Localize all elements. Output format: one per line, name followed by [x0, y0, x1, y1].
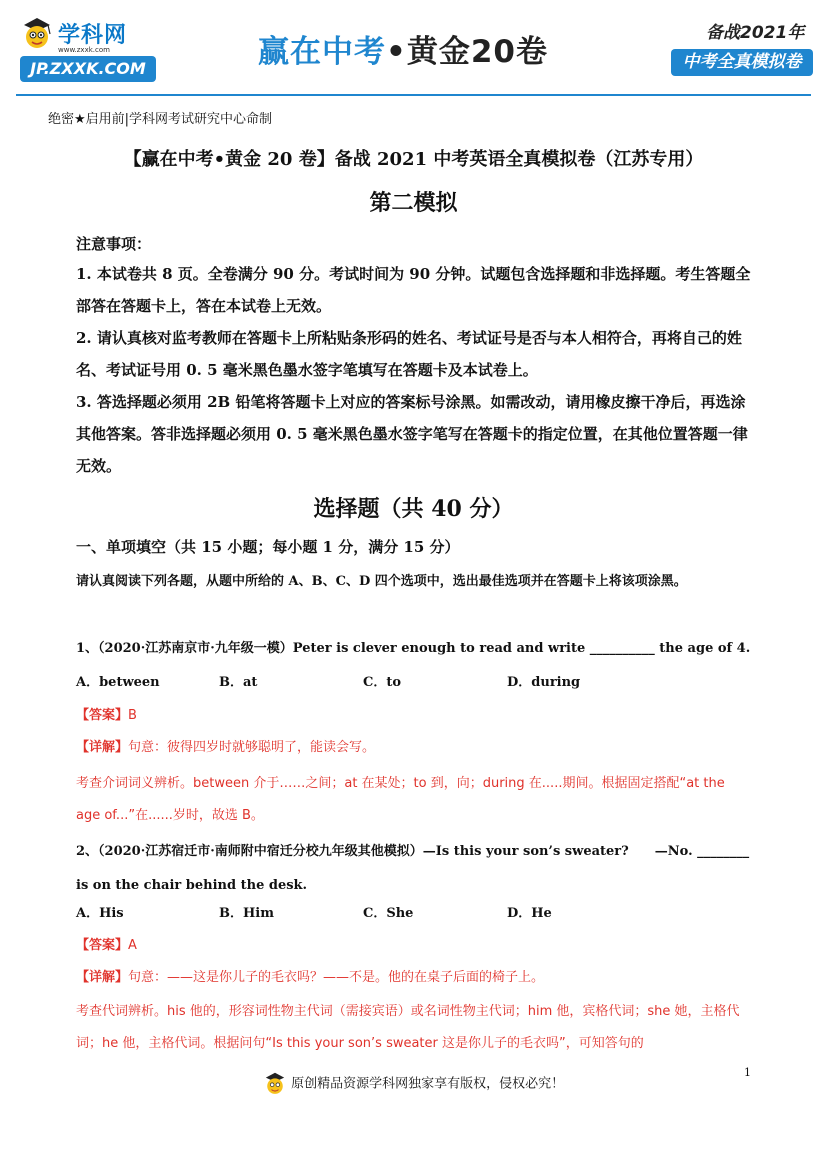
secret-note: 绝密★启用前|学科网考试研究中心命制: [48, 112, 273, 127]
instruction: 请认真阅读下列各题，从题中所给的 A、B、C、D 四个选项中，选出最佳选项并在答题卡上将该项涂黑。: [76, 574, 687, 589]
header-divider: [16, 94, 811, 96]
option-c: C．She: [363, 906, 414, 921]
notice-heading: 注意事项：: [76, 235, 152, 253]
exam-type-badge: 中考全真模拟卷: [671, 49, 813, 76]
notice-item: 3. 答选择题必须用 2B 铅笔将答题卡上对应的答案标号涂黑。如需改动，请用橡皮擦干净后，再选涂其他答案。答非选择题必须用 0. 5 毫米黑色墨水签字笔写在答题卡的指定位置，在其他位置答题一律无效。: [76, 393, 748, 475]
option-b: B．at: [219, 675, 258, 690]
notice-list: [76, 258, 756, 482]
mascot-icon: [263, 1071, 287, 1097]
footer: [0, 1071, 827, 1097]
brand-part1: 赢在中考: [258, 34, 386, 70]
brand-title: [258, 26, 548, 71]
logo-name: 学科网: [58, 23, 128, 48]
mascot-icon: [20, 16, 54, 52]
answer-value: A: [128, 938, 137, 953]
detail-line: [76, 966, 544, 985]
option-b: B．Him: [219, 906, 274, 921]
answer-label: 【答案】: [76, 708, 129, 723]
question-options: [76, 671, 756, 689]
year-label: 备战2021年: [706, 23, 805, 43]
explanation: 考查代词辨析。his 他的，形容词性物主代词（需接宾语）或名词性物主代词；him 他，宾格代词；she 她，主格代词；he 他，主格代词。根据问句“Is this your son’s sweater 这是你儿子的毛衣吗”，可知答句的: [76, 1004, 740, 1051]
question-options: [76, 902, 756, 920]
detail-line: [76, 736, 375, 755]
copyright-text: 原创精品资源学科网独家享有版权，侵权必究！: [291, 1076, 565, 1092]
answer-value: B: [128, 708, 137, 723]
page-subtitle: 第二模拟: [369, 190, 458, 216]
logo-badge[interactable]: JP.ZXXK.COM: [20, 56, 156, 82]
detail-label: 【详解】: [76, 970, 129, 985]
brand-part2: 黄金20卷: [406, 34, 548, 70]
answer-line: [76, 704, 137, 723]
page-number: 1: [744, 1066, 751, 1079]
notice-item: 2. 请认真核对监考教师在答题卡上所粘贴条形码的姓名、考试证号是否与本人相符合，再将自己的姓名、考试证号用 0. 5 毫米黑色墨水签字笔填写在答题卡及本试卷上。: [76, 329, 742, 379]
logo-url: www.zxxk.com: [58, 46, 110, 54]
answer-label: 【答案】: [76, 938, 129, 953]
page-title: 【赢在中考•黄金 20 卷】备战 2021 中考英语全真模拟卷（江苏专用）: [123, 149, 704, 170]
question-stem: 2、（2020·江苏宿迁市·南师附中宿迁分校九年级其他模拟）—Is this your son’s sweater? —No. ________ is on the chair behind the desk.: [76, 844, 750, 893]
question-stem: 1、（2020·江苏南京市·九年级一模）Peter is clever enough to read and write __________ the age of 4.: [76, 641, 751, 656]
site-logo[interactable]: [20, 14, 160, 80]
option-d: D．He: [507, 906, 552, 921]
option-c: C．to: [363, 675, 402, 690]
option-d: D．during: [507, 675, 581, 690]
detail-text: 句意：——这是你儿子的毛衣吗？——不是。他的在桌子后面的椅子上。: [128, 970, 545, 985]
option-a: A．between: [76, 675, 160, 690]
explanation: 考查介词词义辨析。between 介于……之间；at 在某处；to 到，向；during 在.....期间。根据固定搭配“at the age of...”在......岁时，故选 B。: [76, 776, 725, 823]
brand-dot: •: [386, 34, 407, 70]
part-title: 一、单项填空（共 15 小题；每小题 1 分，满分 15 分）: [76, 538, 460, 556]
section-title: 选择题（共 40 分）: [313, 496, 514, 522]
detail-text: 句意：彼得四岁时就够聪明了，能读会写。: [128, 740, 376, 755]
option-a: A．His: [76, 906, 124, 921]
detail-label: 【详解】: [76, 740, 129, 755]
notice-item: 1. 本试卷共 8 页。全卷满分 90 分。考试时间为 90 分钟。试题包含选择题和非选择题。考生答题全部答在答题卡上，答在本试卷上无效。: [76, 265, 751, 315]
answer-line: [76, 934, 137, 953]
